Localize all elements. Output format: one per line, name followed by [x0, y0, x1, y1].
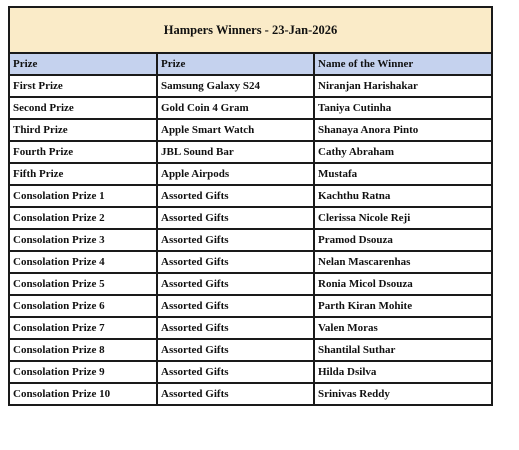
prize-item-cell: Assorted Gifts [157, 229, 314, 251]
winner-name-cell: Kachthu Ratna [314, 185, 492, 207]
column-header-winner-name: Name of the Winner [314, 53, 492, 75]
prize-item-cell: Assorted Gifts [157, 273, 314, 295]
table-body [9, 75, 492, 405]
prize-item-cell: Samsung Galaxy S24 [157, 75, 314, 97]
winner-name-cell: Taniya Cutinha [314, 97, 492, 119]
prize-item-cell: Apple Smart Watch [157, 119, 314, 141]
prize-rank-cell: Consolation Prize 10 [9, 383, 157, 405]
prize-item-cell: Assorted Gifts [157, 185, 314, 207]
prize-rank-cell: Consolation Prize 9 [9, 361, 157, 383]
table-title: Hampers Winners - 23-Jan-2026 [9, 7, 492, 53]
prize-item-cell: Assorted Gifts [157, 295, 314, 317]
winners-table [8, 6, 493, 406]
prize-rank-cell: Consolation Prize 4 [9, 251, 157, 273]
winner-name-cell: Parth Kiran Mohite [314, 295, 492, 317]
prize-rank-cell: Consolation Prize 5 [9, 273, 157, 295]
table-row [9, 317, 492, 339]
column-header-prize-item: Prize [157, 53, 314, 75]
winner-name-cell: Srinivas Reddy [314, 383, 492, 405]
prize-rank-cell: Consolation Prize 8 [9, 339, 157, 361]
table-row [9, 119, 492, 141]
column-header-prize: Prize [9, 53, 157, 75]
winner-name-cell: Mustafa [314, 163, 492, 185]
table-row [9, 75, 492, 97]
winner-name-cell: Ronia Micol Dsouza [314, 273, 492, 295]
table-row [9, 295, 492, 317]
prize-item-cell: Gold Coin 4 Gram [157, 97, 314, 119]
prize-rank-cell: Third Prize [9, 119, 157, 141]
prize-item-cell: Assorted Gifts [157, 317, 314, 339]
table-row [9, 229, 492, 251]
table-row [9, 97, 492, 119]
header-row [9, 53, 492, 75]
winner-name-cell: Cathy Abraham [314, 141, 492, 163]
prize-rank-cell: Consolation Prize 3 [9, 229, 157, 251]
title-row [9, 7, 492, 53]
winner-name-cell: Hilda Dsilva [314, 361, 492, 383]
table-row [9, 141, 492, 163]
winner-name-cell: Pramod Dsouza [314, 229, 492, 251]
prize-item-cell: JBL Sound Bar [157, 141, 314, 163]
prize-rank-cell: Consolation Prize 6 [9, 295, 157, 317]
table-row [9, 273, 492, 295]
table-row [9, 383, 492, 405]
winner-name-cell: Niranjan Harishakar [314, 75, 492, 97]
prize-rank-cell: Fifth Prize [9, 163, 157, 185]
winner-name-cell: Shanaya Anora Pinto [314, 119, 492, 141]
winner-name-cell: Nelan Mascarenhas [314, 251, 492, 273]
prize-item-cell: Assorted Gifts [157, 361, 314, 383]
winner-name-cell: Valen Moras [314, 317, 492, 339]
table-row [9, 185, 492, 207]
prize-rank-cell: Consolation Prize 7 [9, 317, 157, 339]
prize-rank-cell: First Prize [9, 75, 157, 97]
table-row [9, 339, 492, 361]
winner-name-cell: Shantilal Suthar [314, 339, 492, 361]
prize-item-cell: Apple Airpods [157, 163, 314, 185]
prize-item-cell: Assorted Gifts [157, 383, 314, 405]
prize-rank-cell: Second Prize [9, 97, 157, 119]
prize-item-cell: Assorted Gifts [157, 339, 314, 361]
table-row [9, 207, 492, 229]
prize-item-cell: Assorted Gifts [157, 251, 314, 273]
prize-rank-cell: Consolation Prize 1 [9, 185, 157, 207]
prize-rank-cell: Consolation Prize 2 [9, 207, 157, 229]
table-row [9, 361, 492, 383]
table-row [9, 251, 492, 273]
winner-name-cell: Clerissa Nicole Reji [314, 207, 492, 229]
table-row [9, 163, 492, 185]
prize-rank-cell: Fourth Prize [9, 141, 157, 163]
prize-item-cell: Assorted Gifts [157, 207, 314, 229]
